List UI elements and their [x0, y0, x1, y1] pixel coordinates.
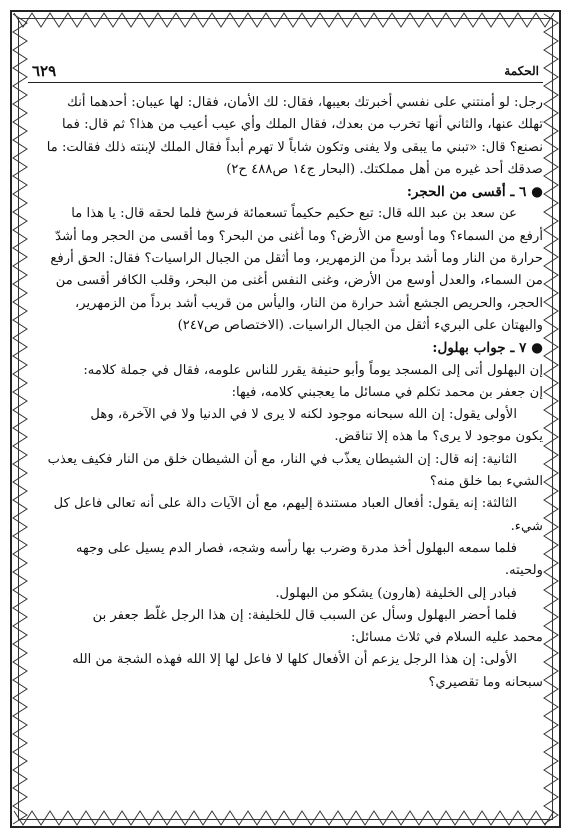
page [28, 60, 543, 812]
page-header [28, 60, 543, 83]
text-line: تهلك عنها، والثاني أنها تخرب من بعدك، فقال الملك وأي عيب أعيب من هذا؟ ثم قال: فما [61, 117, 543, 133]
text-line: الثالثة: إنه يقول: أفعال العباد مستندة إليهم، مع أن الآيات دالة على أنه تعالى فاعل كل [53, 496, 517, 512]
text-line: نصنع؟ قال: «تبني ما يبقى ولا يفنى وتكون شاباً لا تهرم أبداً فقال الملك لإبنته ذلك فقالت: ما [46, 139, 543, 155]
text-line: يكون موجود لا يرى؟ ما هذه إلا تناقض. [334, 429, 543, 445]
running-title: الحكمة [504, 64, 539, 78]
text-line: فبادر إلى الخليفة (هارون) يشكو من البهلول. [275, 585, 517, 601]
text-line: أرفع من السماء؟ وما أوسع من الأرض؟ وما أغنى من البحر؟ وما أقسى من الحجر وما أشدّ [55, 228, 543, 244]
section-heading: ● ٦ ـ أقسى من الحجر: [406, 184, 543, 201]
text-line: فلما أحضر البهلول وسأل عن السبب قال للخليفة: إن هذا الرجل غلّط جعفر بن [92, 607, 517, 623]
page-number: ٦٢٩ [32, 62, 57, 80]
text-line: ولحيته. [504, 563, 543, 579]
text-line: والبهتان على البريء أثقل من الجبال الراسيات. (الاختصاص ص٢٤٧) [177, 317, 543, 333]
text-line: عن سعد بن عبد الله قال: تبع حكيم حكيماً تسعمائة فرسخ فلما لحقه قال: يا هذا ما [71, 206, 517, 222]
text-line: رجل: لو أمنتني على نفسي أخبرتك بعيبها، فقال: لك الأمان، فقال: لها عيبان: أحدهما أنك [67, 95, 543, 110]
text-line: محمد عليه السلام في ثلاث مسائل: [350, 630, 543, 646]
body-text [28, 92, 543, 694]
text-line: الأولى يقول: إن الله سبحانه موجود لكنه لا يرى لا في الدنيا ولا في الآخرة، وهل [90, 407, 517, 423]
section-heading: ● ٧ ـ جواب بهلول: [432, 340, 543, 357]
text-line: صدقك أحد غيره من أهل مملكتك. (البحار ج١٤ ص٤٨٨ ح٢) [226, 161, 543, 177]
text-line: حرارة من النار وما أشد برداً من الزمهرير، وما أثقل من الجبال الراسيات؟ فقال: الحق أرفع [50, 251, 543, 267]
text-line: فلما سمعه البهلول أخذ مدرة وضرب بها رأسه وشجه، فصار الدم يسيل على وجهه [75, 540, 517, 556]
text-line: الثانية: إنه قال: إن الشيطان يعذّب في النار، مع أن الشيطان خلق من النار فكيف يعذب [47, 451, 517, 467]
text-line: إن جعفر بن محمد تكلم في مسائل ما يعجبني كلامه، فيها: [231, 384, 543, 400]
text-line: إن البهلول أتى إلى المسجد يوماً وأبو حنيفة يقرر للناس علومه، فقال في جملة كلامه: [83, 362, 543, 378]
text-line: الشيء بما خلق منه؟ [429, 474, 543, 490]
text-line: من السماء، والعدل أوسع من الأرض، وغنى النفس أغنى من البحر، وقلب الكافر أقسى من [55, 273, 543, 289]
text-line: الأولى: إن هذا الرجل يزعم أن الأفعال كلها لا فاعل لها إلا الله فهذه الشجة من الله [72, 652, 517, 668]
text-line: شيء. [510, 518, 543, 534]
text-line: الحجر، والحريص الجشع أشد حرارة من النار، واليأس من قريب أشد برداً من الزمهرير، [74, 295, 543, 311]
text-line: سبحانه وما تقصيري؟ [428, 674, 543, 690]
